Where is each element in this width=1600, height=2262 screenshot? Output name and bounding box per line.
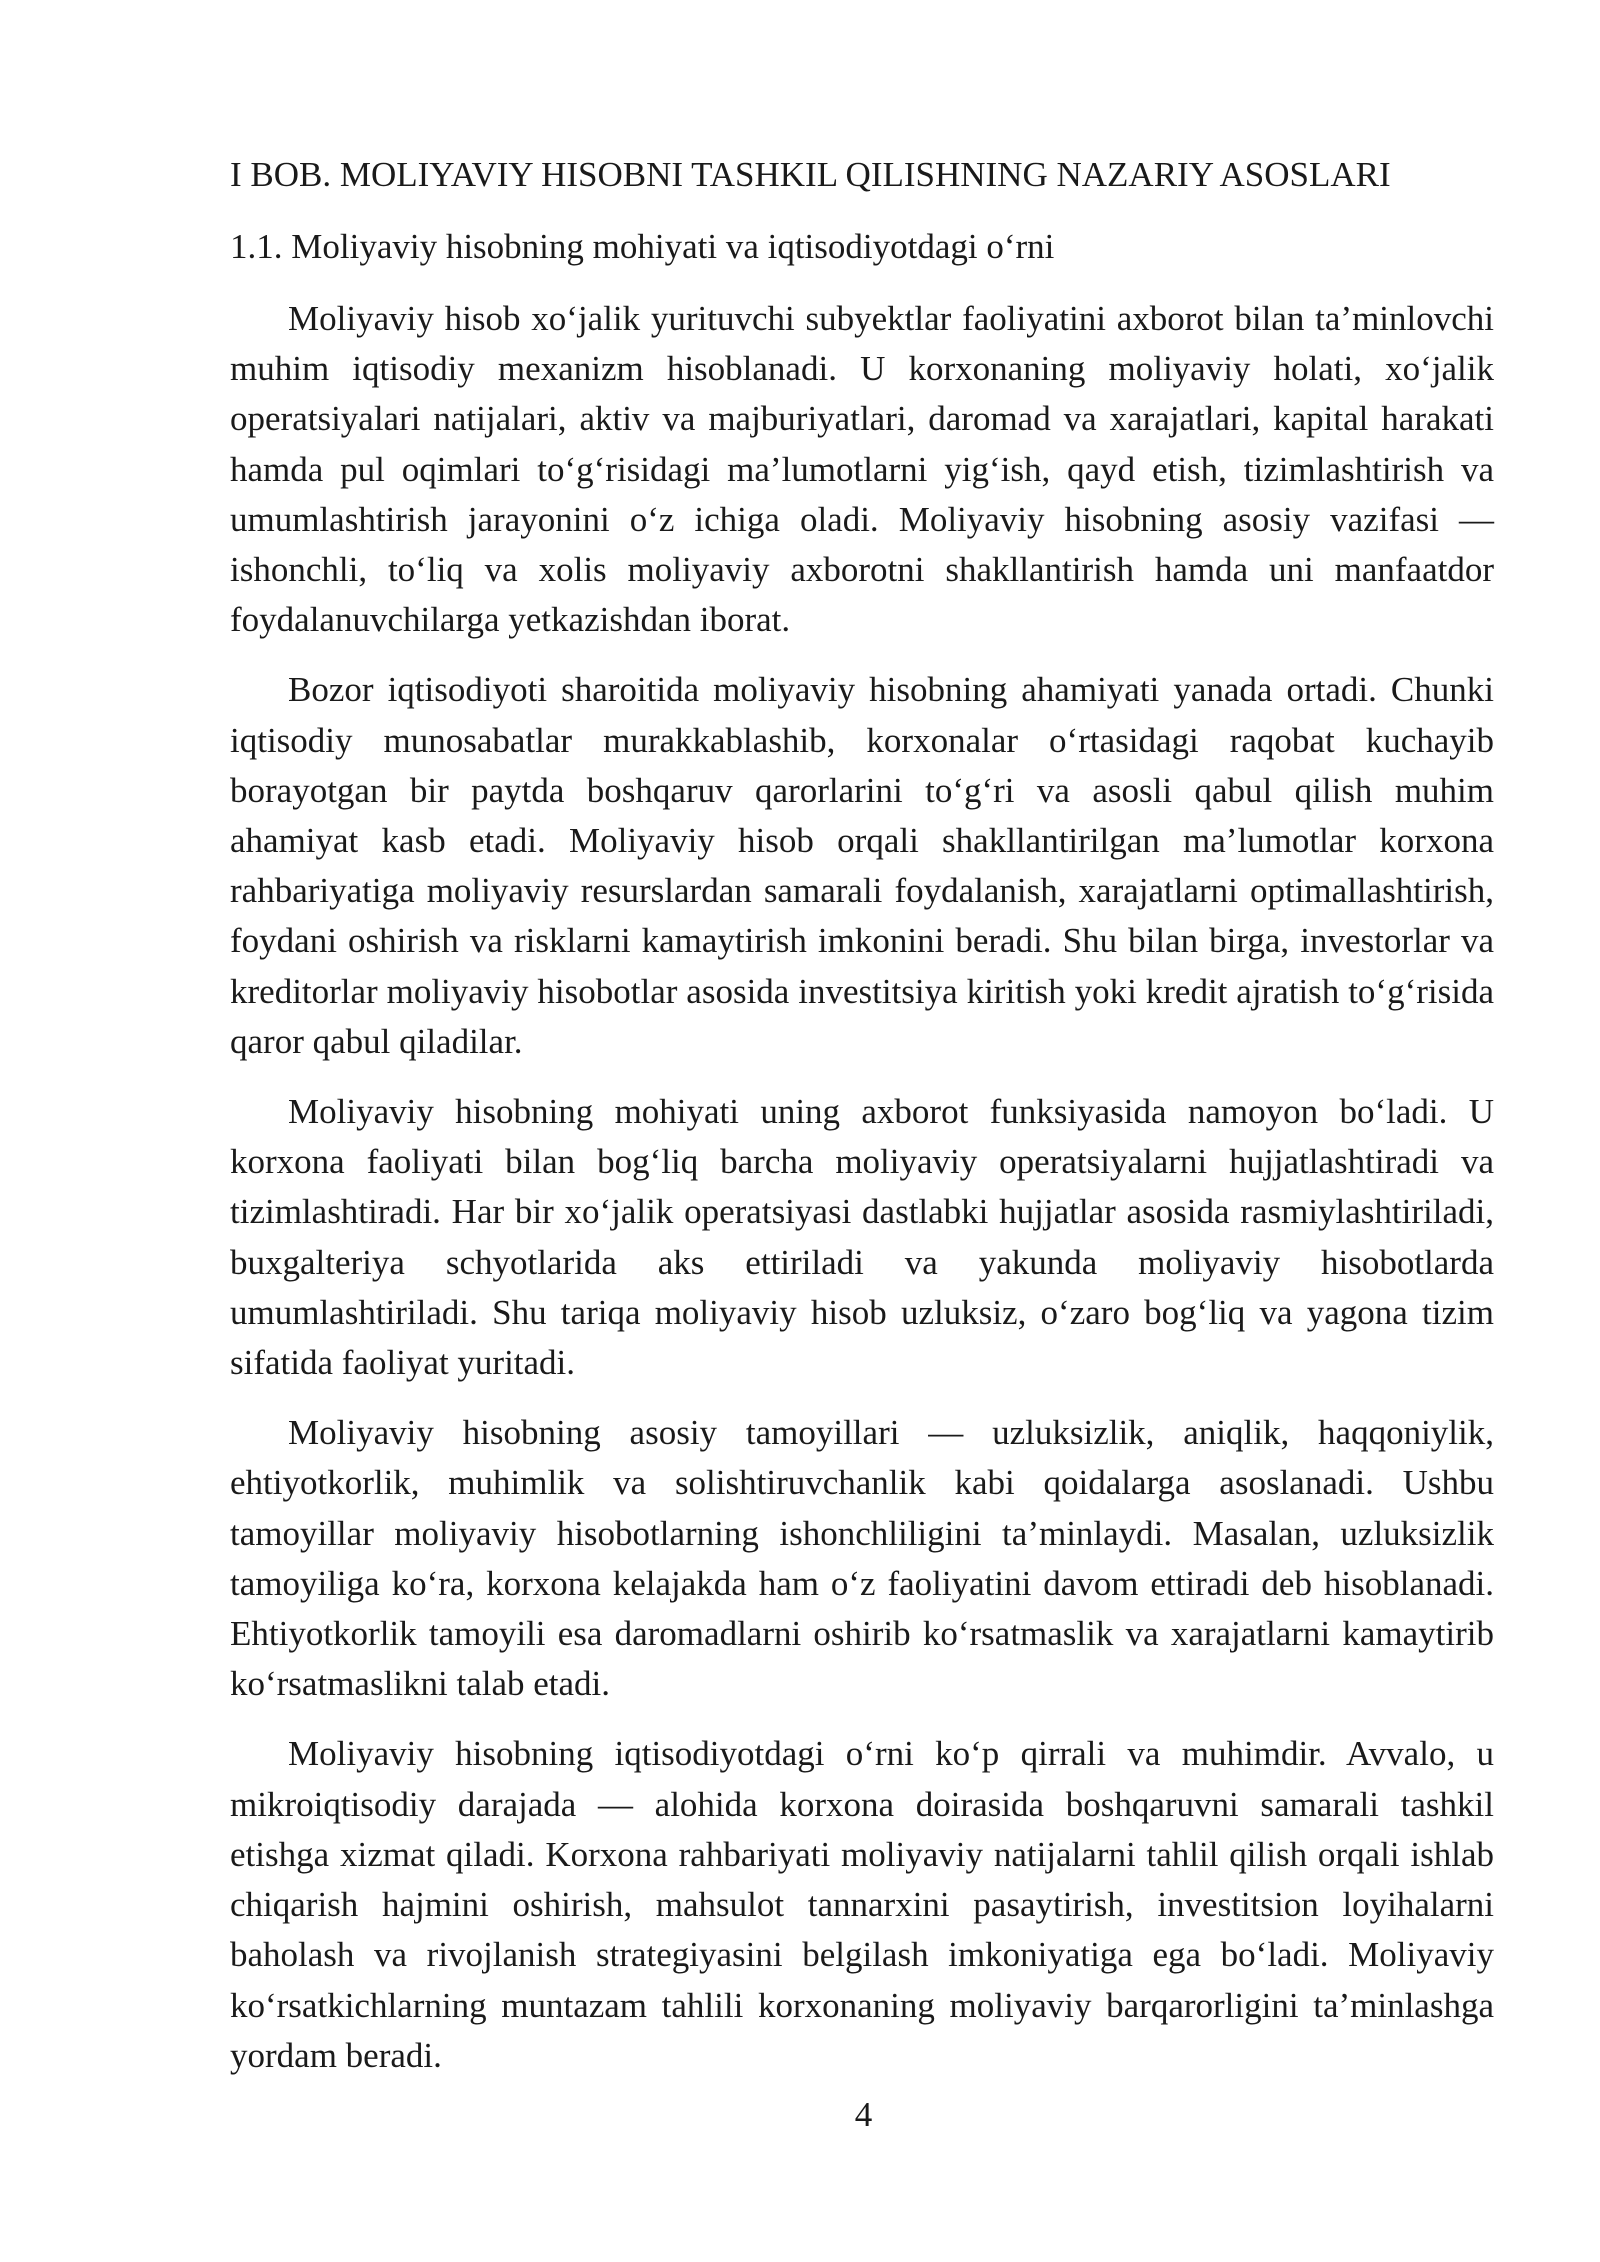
- paragraph-3: Moliyaviy hisobning mohiyati uning axborot funksiyasida namoyon bo‘ladi. U korxona faoliyati bilan bog‘liq barcha moliyaviy operatsiyalarni hujjatlashtiradi va tizimlashtiradi. Har bir xo‘jalik operatsiyasi dastlabki hujjatlar asosida rasmiylashtiriladi, buxgalteriya schyotlarida aks ettiriladi va yakunda moliyaviy hisobotlarda umumlashtiriladi. Shu tariqa moliyaviy hisob uzluksiz, o‘zaro bog‘liq va yagona tizim sifatida faoliyat yuritadi.: [230, 1092, 1494, 1383]
- paragraph-1: Moliyaviy hisob xo‘jalik yurituvchi subyektlar faoliyatini axborot bilan ta’minlovchi muhim iqtisodiy mexanizm hisoblanadi. U korxonaning moliyaviy holati, xo‘jalik operatsiyalari natijalari, aktiv va majburiyatlari, daromad va xarajatlari, kapital harakati hamda pul oqimlari to‘g‘risidagi ma’lumotlarni yig‘ish, qayd etish, tizimlashtirish va umumlashtirish jarayonini o‘z ichiga oladi. Moliyaviy hisobning asosiy vazifasi — ishonchli, to‘liq va xolis moliyaviy axborotni shakllantirish hamda uni manfaatdor foydalanuvchilarga yetkazishdan iborat.: [230, 299, 1494, 640]
- paragraph-4: Moliyaviy hisobning asosiy tamoyillari — uzluksizlik, aniqlik, haqqoniylik, ehtiyotkorlik, muhimlik va solishtiruvchanlik kabi qoidalarga asoslanadi. Ushbu tamoyillar moliyaviy hisobotlarning ishonchliligini ta’minlaydi. Masalan, uzluksizlik tamoyiliga ko‘ra, korxona kelajakda ham o‘z faoliyatini davom ettiradi deb hisoblanadi. Ehtiyotkorlik tamoyili esa daromadlarni oshirib ko‘rsatmaslik va xarajatlarni kamaytirib ko‘rsatmaslikni talab etadi.: [230, 1413, 1494, 1704]
- section-title: 1.1. Moliyaviy hisobning mohiyati va iqtisodiyotdagi o‘rni: [230, 227, 1055, 266]
- document-page: [230, 150, 1494, 2101]
- page-number: 4: [854, 2095, 873, 2134]
- paragraph-2: Bozor iqtisodiyoti sharoitida moliyaviy hisobning ahamiyati yanada ortadi. Chunki iqtisodiy munosabatlar murakkablashib, korxonalar o‘rtasidagi raqobat kuchayib borayotgan bir paytda boshqaruv qarorlarini to‘g‘ri va asosli qabul qilish muhim ahamiyat kasb etadi. Moliyaviy hisob orqali shakllantirilgan ma’lumotlar korxona rahbariyatiga moliyaviy resurslardan samarali foydalanish, xarajatlarni optimallashtirish, foydani oshirish va risklarni kamaytirish imkonini beradi. Shu bilan birga, investorlar va kreditorlar moliyaviy hisobotlar asosida investitsiya kiritish yoki kredit ajratish to‘g‘risida qaror qabul qiladilar.: [230, 670, 1494, 1061]
- paragraph-5: Moliyaviy hisobning iqtisodiyotdagi o‘rni ko‘p qirrali va muhimdir. Avvalo, u mikroiqtisodiy darajada — alohida korxona doirasida boshqaruvni samarali tashkil etishga xizmat qiladi. Korxona rahbariyati moliyaviy natijalarni tahlil qilish orqali ishlab chiqarish hajmini oshirish, mahsulot tannarxini pasaytirish, investitsion loyihalarni baholash va rivojlanish strategiyasini belgilash imkoniyatiga ega bo‘ladi. Moliyaviy ko‘rsatkichlarning muntazam tahlili korxonaning moliyaviy barqarorligini ta’minlashga yordam beradi.: [230, 1734, 1494, 2075]
- chapter-title: I BOB. MOLIYAVIY HISOBNI TASHKIL QILISHNING NAZARIY ASOSLARI: [230, 155, 1391, 194]
